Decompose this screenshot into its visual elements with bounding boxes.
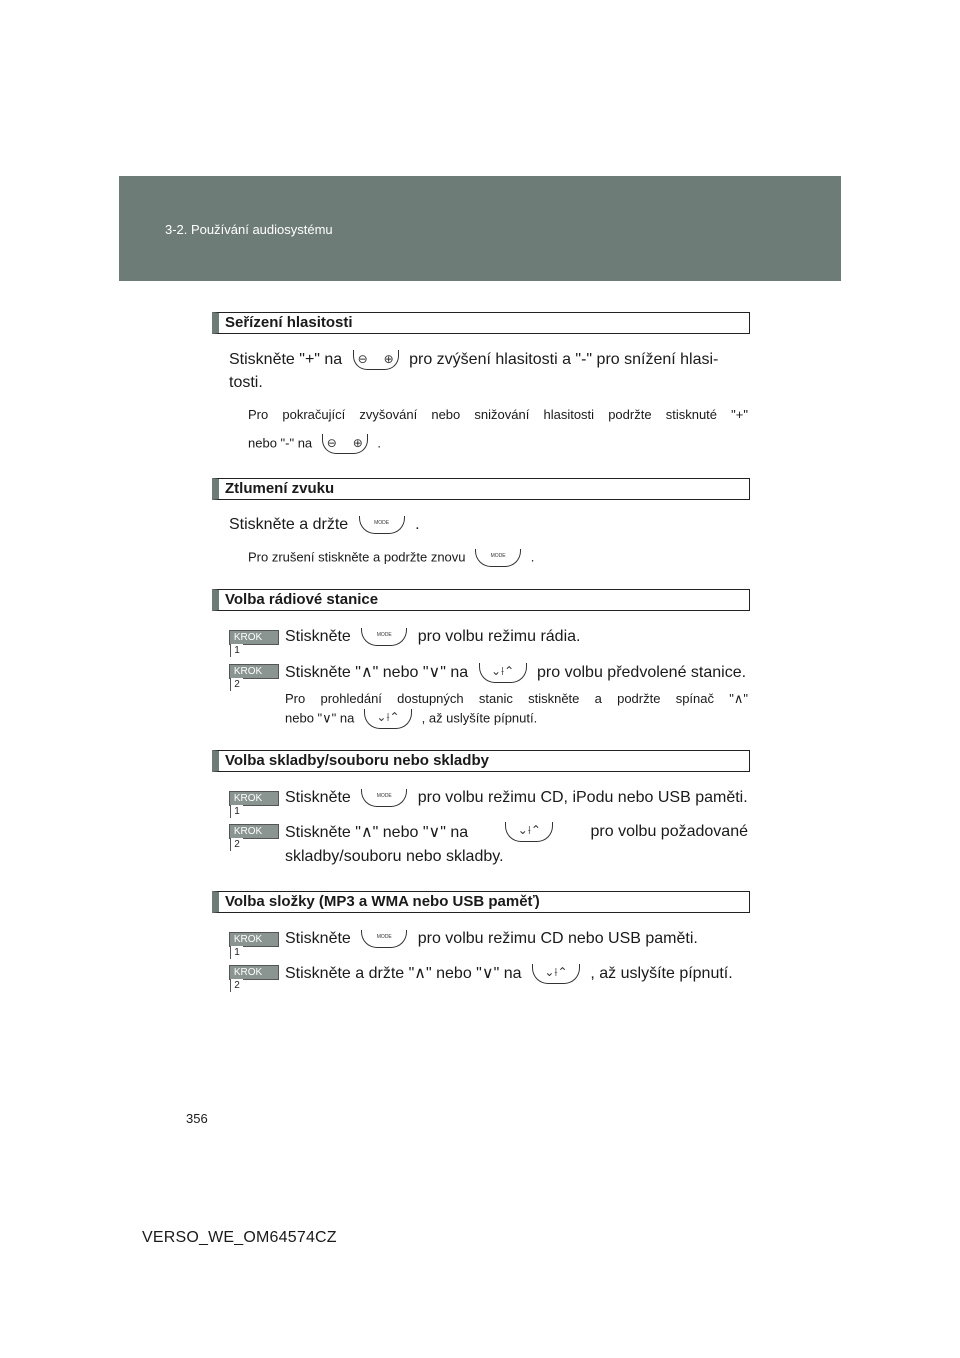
text: , až uslyšíte pípnutí.: [590, 965, 733, 982]
mode-button-icon: MODE: [475, 549, 521, 567]
step-label: KROK: [233, 632, 263, 643]
volume-button-icon: [353, 350, 399, 370]
seek-button-icon: ⌄⟊⌃: [532, 964, 580, 984]
folder-step-1: [285, 930, 698, 948]
step-label: KROK: [233, 934, 263, 945]
radio-note-2: [285, 709, 537, 729]
section-title-track: Volba skladby/souboru nebo skladby: [212, 750, 750, 772]
seek-button-icon: ⌄⟊⌃: [505, 822, 553, 842]
radio-note-1: Pro prohledání dostupných stanic stiskněte a podržte spínač "∧": [285, 691, 748, 706]
text: Stiskněte: [285, 789, 351, 807]
radio-step-1: [285, 628, 580, 646]
text: Stiskněte "∧" nebo "∨" na: [285, 824, 469, 841]
text: .: [415, 516, 420, 534]
volume-note-2: [248, 434, 381, 454]
step-badge-1: [229, 932, 279, 958]
step-number: 1: [230, 946, 243, 959]
text: pro volbu režimu CD, iPodu nebo USB paměti.: [417, 789, 748, 807]
text: nebo "∨" na: [285, 710, 355, 726]
text: .: [377, 435, 382, 451]
page-number: 356: [186, 1111, 208, 1126]
radio-step-2: [285, 662, 746, 683]
mode-button-icon: MODE: [361, 628, 407, 646]
volume-button-icon: [322, 434, 368, 454]
text: , až uslyšíte pípnutí.: [421, 710, 538, 726]
section-title-mute: Ztlumení zvuku: [212, 478, 750, 500]
text: Stiskněte "+" na: [229, 351, 343, 369]
document-code: VERSO_WE_OM64574CZ: [142, 1229, 337, 1246]
text: pro zvýšení hlasitosti a "-" pro snížení hlasi-: [409, 351, 719, 369]
track-step-2-cont: skladby/souboru nebo skladby.: [285, 848, 504, 865]
plus-icon: ⊕: [352, 436, 363, 450]
minus-icon: ⊖: [357, 352, 368, 366]
plus-icon: ⊕: [383, 352, 394, 366]
text: Stiskněte: [285, 930, 351, 948]
header-band: [119, 176, 841, 281]
text: Stiskněte a držte "∧" nebo "∨" na: [285, 965, 522, 982]
text: Stiskněte "∧" nebo "∨" na: [285, 664, 469, 681]
mute-note: [248, 549, 534, 567]
step-badge-2: [229, 965, 279, 991]
step-label: KROK: [233, 826, 263, 837]
mode-button-icon: MODE: [359, 516, 405, 534]
mode-button-icon: MODE: [361, 930, 407, 948]
text: pro volbu režimu rádia.: [417, 628, 581, 646]
step-number: 1: [230, 805, 243, 818]
seek-button-icon: ⌄⟊⌃: [364, 709, 412, 729]
volume-line-1: [229, 350, 749, 370]
step-number: 2: [230, 678, 243, 691]
section-title-folder: Volba složky (MP3 a WMA nebo USB paměť): [212, 891, 750, 913]
seek-button-icon: ⌄⟊⌃: [479, 663, 527, 683]
volume-note-1: Pro pokračující zvyšování nebo snižování hlasitosti podržte stisknuté "+": [248, 407, 748, 422]
mute-line-1: [229, 516, 420, 534]
text: pro volbu předvolené stanice.: [537, 664, 747, 681]
section-header: 3-2. Používání audiosystému: [165, 222, 333, 237]
text: Stiskněte: [285, 628, 351, 646]
step-badge-2: [229, 824, 279, 850]
step-number: 2: [230, 838, 243, 851]
step-label: KROK: [233, 666, 263, 677]
step-badge-2: [229, 664, 279, 690]
text: nebo "-" na: [248, 435, 313, 451]
text: pro volbu požadované: [590, 823, 748, 840]
step-label: KROK: [233, 793, 263, 804]
text: Pro zrušení stiskněte a podržte znovu: [248, 549, 466, 565]
track-step-2: [285, 822, 748, 842]
step-number: 2: [230, 979, 243, 992]
step-number: 1: [230, 644, 243, 657]
step-label: KROK: [233, 967, 263, 978]
volume-line-2: tosti.: [229, 374, 263, 391]
text: .: [530, 549, 535, 565]
mode-button-icon: MODE: [361, 789, 407, 807]
step-badge-1: [229, 630, 279, 656]
step-badge-1: [229, 791, 279, 817]
minus-icon: ⊖: [326, 436, 337, 450]
section-title-volume: Seřízení hlasitosti: [212, 312, 750, 334]
section-title-radio: Volba rádiové stanice: [212, 589, 750, 611]
text: pro volbu režimu CD nebo USB paměti.: [417, 930, 698, 948]
text: Stiskněte a držte: [229, 516, 349, 534]
folder-step-2: [285, 963, 733, 984]
track-step-1: [285, 789, 748, 807]
